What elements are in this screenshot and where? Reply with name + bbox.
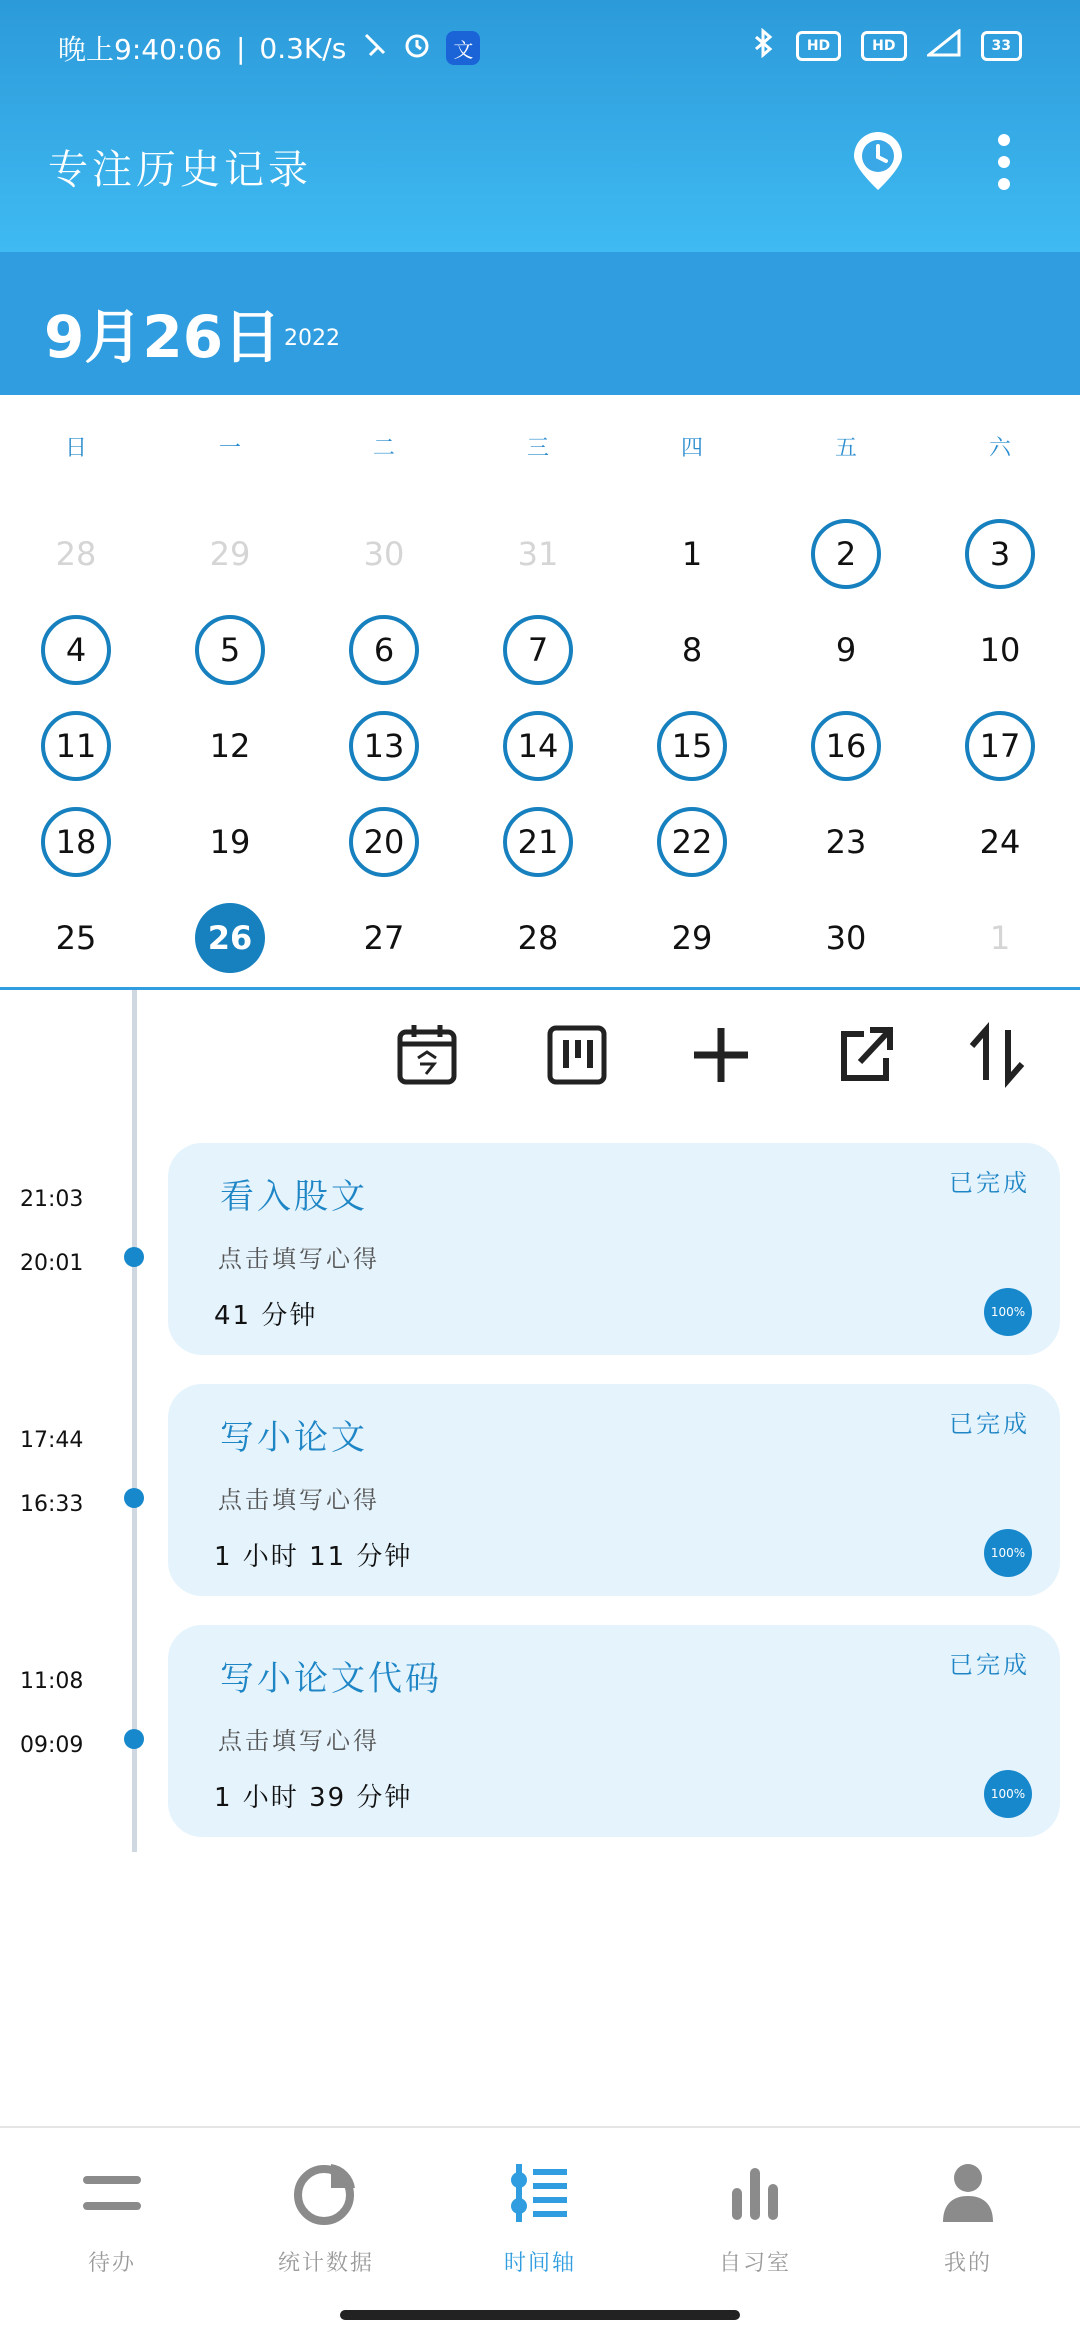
session-duration: 41 分钟 <box>214 1301 318 1331</box>
session-note-hint[interactable]: 点击填写心得 <box>218 1486 380 1514</box>
weekday-label: 三 <box>526 436 549 461</box>
calendar-day[interactable]: 11 <box>41 711 111 781</box>
session-status: 已完成 <box>949 1169 1030 1197</box>
calendar-day[interactable]: 29 <box>671 919 713 957</box>
pie-chart-icon <box>291 2158 361 2228</box>
session-end-time: 21:03 <box>20 1187 84 1212</box>
session-progress-badge: 100% <box>984 1529 1032 1577</box>
session-end-time: 17:44 <box>20 1428 84 1453</box>
nav-label-todo: 待办 <box>87 2251 136 2276</box>
selected-year: 2022 <box>284 326 340 351</box>
calendar-day[interactable]: 29 <box>209 535 251 573</box>
share-icon[interactable] <box>830 1020 900 1090</box>
calendar-day[interactable]: 30 <box>825 919 867 957</box>
clock-pin-icon[interactable] <box>846 130 910 194</box>
calendar-day[interactable]: 19 <box>209 823 251 861</box>
status-right <box>752 28 1022 64</box>
calendar-day[interactable]: 28 <box>517 919 559 957</box>
session-duration: 1 小时 11 分钟 <box>214 1542 413 1572</box>
session-progress-badge: 100% <box>984 1770 1032 1818</box>
calendar-day[interactable]: 1 <box>989 919 1011 957</box>
signal-hd-1-icon: HD <box>796 31 841 61</box>
home-indicator[interactable] <box>340 2310 740 2320</box>
nav-label-stats: 统计数据 <box>277 2251 374 2276</box>
nav-item-timeline[interactable] <box>460 2158 620 2277</box>
calendar-day[interactable]: 5 <box>195 615 265 685</box>
session-card[interactable] <box>168 1143 1060 1355</box>
timeline-icon <box>505 2158 575 2228</box>
weekday-label: 四 <box>680 436 703 461</box>
weekday-label: 六 <box>988 436 1011 461</box>
bluetooth-icon <box>752 28 776 64</box>
session-title: 写小论文 <box>220 1418 368 1458</box>
calendar-day[interactable]: 3 <box>965 519 1035 589</box>
status-bar <box>0 0 1080 96</box>
calendar-day[interactable]: 1 <box>681 535 703 573</box>
calendar-day[interactable]: 28 <box>55 535 97 573</box>
calendar-today-icon[interactable] <box>392 1020 462 1090</box>
user-icon <box>933 2158 1003 2228</box>
timeline-actions <box>0 1020 1080 1100</box>
nav-label-study-room: 自习室 <box>718 2251 791 2276</box>
app-toolbar <box>0 96 1080 252</box>
menu-lines-icon <box>77 2158 147 2228</box>
status-left <box>58 28 480 68</box>
weekday-header <box>0 431 1080 467</box>
session-status: 已完成 <box>949 1651 1030 1679</box>
session-start-time: 16:33 <box>20 1492 84 1517</box>
calendar-day[interactable]: 6 <box>349 615 419 685</box>
weekday-label: 日 <box>64 436 87 461</box>
calendar-day[interactable]: 17 <box>965 711 1035 781</box>
selected-date-banner <box>0 252 1080 395</box>
calendar-day[interactable]: 15 <box>657 711 727 781</box>
weekday-label: 五 <box>834 436 857 461</box>
session-note-hint[interactable]: 点击填写心得 <box>218 1245 380 1273</box>
nav-item-todo[interactable] <box>32 2158 192 2277</box>
calendar-day[interactable]: 10 <box>979 631 1021 669</box>
timeline-dot <box>124 1729 144 1749</box>
selected-date: 9月26日 <box>44 303 282 371</box>
nav-item-study-room[interactable] <box>675 2158 835 2277</box>
weekday-label: 一 <box>218 436 241 461</box>
signal-hd-2-icon: HD <box>861 31 906 61</box>
weekday-label: 二 <box>372 436 395 461</box>
calendar-day[interactable]: 21 <box>503 807 573 877</box>
flight-icon <box>360 31 388 66</box>
session-card[interactable] <box>168 1625 1060 1837</box>
calendar-day[interactable]: 31 <box>517 535 559 573</box>
session-title: 写小论文代码 <box>220 1659 442 1699</box>
calendar-day[interactable]: 18 <box>41 807 111 877</box>
month-calendar <box>0 395 1080 989</box>
calendar-day[interactable]: 8 <box>681 631 703 669</box>
wifi-icon <box>927 29 961 63</box>
more-vertical-icon[interactable] <box>980 130 1028 194</box>
network-speed: 0.3K/s <box>259 31 347 65</box>
nav-label-timeline: 时间轴 <box>503 2251 576 2276</box>
nav-label-profile: 我的 <box>943 2251 992 2276</box>
page-title: 专注历史记录 <box>48 147 312 193</box>
calendar-day[interactable]: 30 <box>363 535 405 573</box>
calendar-day[interactable]: 26 <box>195 903 265 973</box>
timeline-dot <box>124 1247 144 1267</box>
calendar-day[interactable]: 23 <box>825 823 867 861</box>
session-note-hint[interactable]: 点击填写心得 <box>218 1727 380 1755</box>
alarm-icon <box>402 30 432 67</box>
session-end-time: 11:08 <box>20 1669 84 1694</box>
calendar-day[interactable]: 27 <box>363 919 405 957</box>
battery-icon: 33 <box>981 31 1022 61</box>
board-icon[interactable] <box>542 1020 612 1090</box>
nav-item-stats[interactable] <box>246 2158 406 2277</box>
session-start-time: 09:09 <box>20 1733 84 1758</box>
app-header <box>0 0 1080 252</box>
status-time: 晚上9:40:06 <box>58 33 222 66</box>
session-start-time: 20:01 <box>20 1251 84 1276</box>
calendar-day[interactable]: 12 <box>209 727 251 765</box>
calendar-day[interactable]: 9 <box>835 631 857 669</box>
calendar-day[interactable]: 20 <box>349 807 419 877</box>
bar-chart-icon <box>720 2158 790 2228</box>
calendar-divider <box>0 987 1080 990</box>
timeline-dot <box>124 1488 144 1508</box>
calendar-day[interactable]: 16 <box>811 711 881 781</box>
calendar-day[interactable]: 2 <box>811 519 881 589</box>
calendar-day[interactable]: 13 <box>349 711 419 781</box>
calendar-day[interactable]: 4 <box>41 615 111 685</box>
timeline-line <box>132 990 137 1852</box>
calendar-day[interactable]: 24 <box>979 823 1021 861</box>
calendar-day[interactable]: 22 <box>657 807 727 877</box>
translate-app-icon: 文 <box>446 31 480 65</box>
calendar-day[interactable]: 7 <box>503 615 573 685</box>
plus-icon[interactable] <box>686 1020 756 1090</box>
status-divider: | <box>235 31 246 65</box>
sort-icon[interactable] <box>962 1020 1032 1090</box>
nav-item-profile[interactable] <box>888 2158 1048 2277</box>
session-title: 看入股文 <box>220 1177 368 1217</box>
calendar-day[interactable]: 14 <box>503 711 573 781</box>
session-duration: 1 小时 39 分钟 <box>214 1783 413 1813</box>
session-progress-badge: 100% <box>984 1288 1032 1336</box>
session-card[interactable] <box>168 1384 1060 1596</box>
session-status: 已完成 <box>949 1410 1030 1438</box>
calendar-day[interactable]: 25 <box>55 919 97 957</box>
